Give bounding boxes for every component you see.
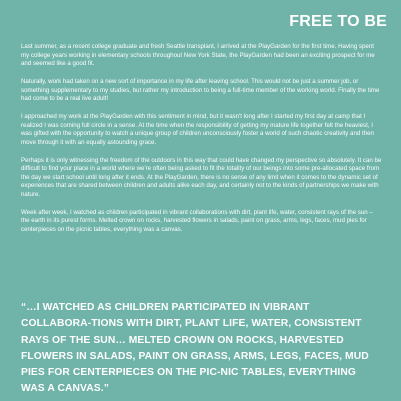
article-body — [21, 43, 383, 244]
paragraph: I approached my work at the PlayGarden with this sentiment in mind, but it wasn't long after I started my first day at camp that I realized I was coming full circle in a sense. At the time when the responsibility of getting my mature life together felt the heaviest, I was gifted with the opportunity to watch a unique group of children unconsciously foster a world of such chaotic creativity and then move through it with an equally astounding grace. — [21, 112, 374, 146]
paragraph: Week after week, I watched as children participated in vibrant collaborations with dirt, plant life, water, consistent rays of the sun – the earth in its purest forms. Melted crown on rocks, harvested flowers in salads, paint on grass, arms, legs, faces, mud pies for centerpieces on the picnic tables, everything was a canvas. — [21, 208, 373, 233]
paragraph: Perhaps it is only witnessing the freedom of the outdoors in this way that could have changed my perspective so absolutely. It can be difficult to find your place in a world where we're often being asked to fit the totality of our beings into some pre-allocated space from the day we start school until long after it ends. At the PlayGarden, there is no sense of any limit when it comes to the dynamic set of experiences that are shared between children and adults alike each day, and certainly not to the kinds of partnerships we make with nature. — [21, 156, 382, 198]
pull-quote: “…I WATCHED AS CHILDREN PARTICIPATED IN VIBRANT COLLABORA-TIONS WITH DIRT, PLANT LIFE, WATER, CONSISTENT RAYS OF THE SUN… MELTED CROWN ON ROCKS, HARVESTED FLOWERS IN SALADS, PAINT ON GRASS, ARMS, LEGS, FACES, MUD PIES FOR CENTERPIECES ON THE PIC-NIC TABLES, EVERYTHING WAS A CANVAS.” — [21, 302, 369, 395]
paragraph: Naturally, work had taken on a new sort of importance in my life after leaving school. This would not be just a summer job, or something supplementary to my studies, but rather my introduction to being a full-time member of the working world. Finally the time had come to be a real live adult! — [21, 77, 380, 103]
paragraph: Last summer, as a recent college graduate and fresh Seattle transplant, I arrived at the PlayGarden for the first time. Having spent my college years working in elementary schools throughout New York State, the PlayGarden had been an exciting prospect for me and seemed like a good fit. — [21, 43, 375, 68]
page-title: FREE TO BE — [289, 13, 387, 30]
